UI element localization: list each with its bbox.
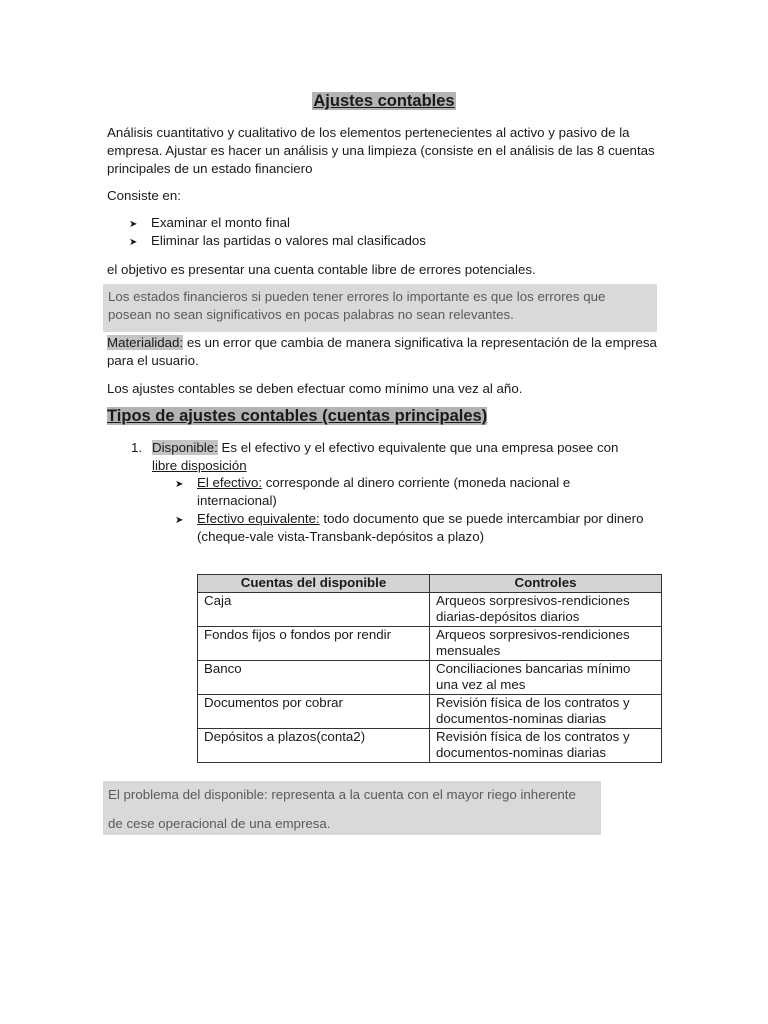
table-row: [198, 728, 662, 762]
sub-bullet-item: ➤ El efectivo: corresponde al dinero corriente (moneda nacional e: [175, 474, 655, 494]
consiste-label: Consiste en:: [107, 188, 181, 203]
intro-paragraph: Análisis cuantitativo y cualitativo de los elementos pertenecientes al activo y pasivo de la empresa. Ajustar es hacer un análisis y una limpieza (consiste en el análisis de las 8 cuentas principales de un estado financiero: [107, 125, 655, 176]
table-cell: Banco: [198, 660, 430, 694]
sub-bullet-item: ➤ Efectivo equivalente: todo documento que se puede intercambiar por dinero: [175, 510, 665, 530]
note-box: El problema del disponible: representa a la cuenta con el mayor riego inherente de cese operacional de una empresa.: [103, 781, 601, 835]
column-header: Cuentas del disponible: [198, 575, 430, 593]
table-cell: Conciliaciones bancarias mínimo una vez al mes: [430, 660, 662, 694]
list-item-disponible: 1. Disponible: Es el efectivo y el efectivo equivalente que una empresa posee con: [131, 440, 619, 455]
table-row: [198, 694, 662, 728]
arrow-bullet-icon: ➤: [175, 515, 184, 526]
column-header: Controles: [430, 575, 662, 593]
sub-bullet-cont: (cheque-vale vista-Transbank-depósitos a plazo): [197, 529, 485, 544]
arrow-bullet-icon: ➤: [175, 479, 184, 490]
disponible-term: Disponible:: [152, 440, 218, 455]
section-title: Tipos de ajustes contables (cuentas principales): [107, 407, 488, 425]
table-row: [198, 626, 662, 660]
bullet-item: ➤ Examinar el monto final: [129, 214, 290, 234]
table-row: [198, 660, 662, 694]
ajustes-anio-paragraph: Los ajustes contables se deben efectuar como mínimo una vez al año.: [107, 381, 523, 396]
arrow-bullet-icon: ➤: [129, 237, 138, 248]
table-cell: Documentos por cobrar: [198, 694, 430, 728]
table-cell: Arqueos sorpresivos-rendiciones diarias-depósitos diarios: [430, 592, 662, 626]
table-cell: Caja: [198, 592, 430, 626]
objetivo-paragraph: el objetivo es presentar una cuenta contable libre de errores potenciales.: [107, 262, 536, 277]
materialidad-term: Materialidad:: [107, 335, 184, 350]
table-cell: Fondos fijos o fondos por rendir: [198, 626, 430, 660]
table-row: [198, 592, 662, 626]
list-item-disponible-cont: libre disposición: [152, 458, 247, 473]
table-cell: Revisión física de los contratos y documentos-nominas diarias: [430, 694, 662, 728]
arrow-bullet-icon: ➤: [129, 219, 138, 230]
page-title: Ajustes contables: [313, 92, 455, 110]
table-cell: Depósitos a plazos(conta2): [198, 728, 430, 762]
materialidad-paragraph: Materialidad: es un error que cambia de manera significativa la representación de la empresa para el usuario.: [107, 335, 657, 368]
note-box: Los estados financieros si pueden tener errores lo importante es que los errores que posean no sean significativos en pocas palabras no sean relevantes.: [103, 284, 657, 332]
sub-bullet-cont: internacional): [197, 493, 277, 508]
table-cell: Revisión física de los contratos y documentos-nominas diarias: [430, 728, 662, 762]
disponible-table: [197, 574, 662, 763]
bullet-item: ➤ Eliminar las partidas o valores mal clasificados: [129, 232, 426, 252]
table-cell: Arqueos sorpresivos-rendiciones mensuales: [430, 626, 662, 660]
table-header-row: [198, 575, 662, 593]
